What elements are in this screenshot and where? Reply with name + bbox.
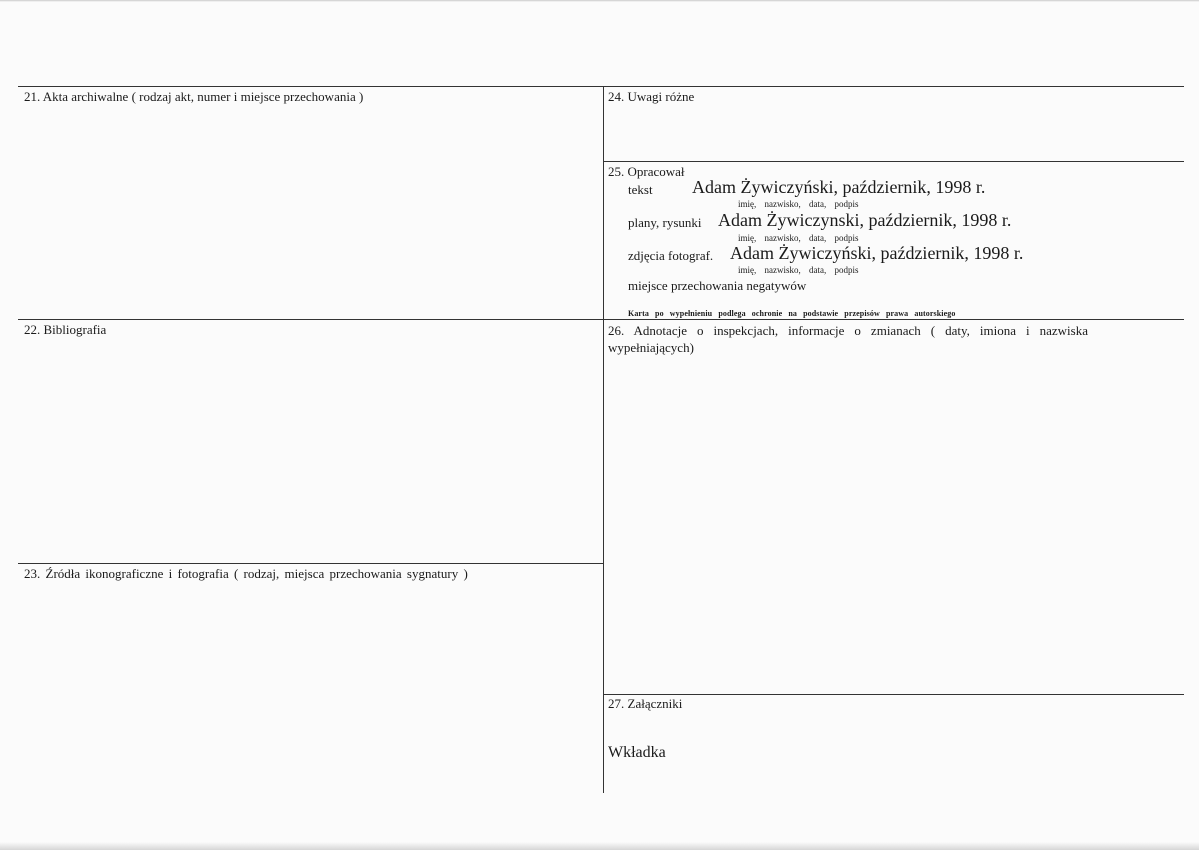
prepared-photos-label: zdjęcia fotograf. [628, 248, 714, 263]
field-26-label: 26. Adnotacje o inspekcjach, informacje o zmianach ( daty, imiona i nazwiska wypełniających) [608, 323, 1088, 355]
field-25-label: 25. Opracował [608, 164, 685, 179]
scan-edge-bottom [0, 842, 1199, 850]
prepared-photos-value: Adam Żywiczyński, październik, 1998 r. [730, 243, 1024, 263]
center-divider [603, 86, 604, 793]
prepared-photos-caption: imię, nazwisko, data, podpis [738, 265, 859, 275]
prepared-plans-value: Adam Żywiczynski, październik, 1998 r. [718, 210, 1012, 230]
field-23-label: 23. Źródła ikonograficzne i fotografia ( rodzaj, miejsca przechowania sygnatury ) [24, 566, 468, 581]
rule-24-25 [603, 161, 1184, 162]
rule-22-23 [18, 563, 603, 564]
field-22-label: 22. Bibliografia [24, 322, 107, 337]
field-27-label: 27. Załączniki [608, 696, 683, 711]
copyright-notice: Karta po wypełnieniu podlega ochronie na podstawie przepisów prawa autorskiego [628, 309, 956, 318]
scan-edge-top [0, 0, 1199, 2]
negatives-storage-label: miejsce przechowania negatywów [628, 278, 807, 293]
prepared-text-value: Adam Żywiczyński, październik, 1998 r. [692, 177, 986, 197]
prepared-text-label: tekst [628, 182, 653, 197]
rule-21-22-25-26 [18, 319, 1184, 320]
field-24-label: 24. Uwagi różne [608, 89, 695, 104]
field-21-label: 21. Akta archiwalne ( rodzaj akt, numer i miejsce przechowania ) [24, 89, 364, 104]
attachment-insert: Wkładka [608, 744, 666, 761]
top-rule [18, 86, 1184, 87]
prepared-text-caption: imię, nazwisko, data, podpis [738, 199, 859, 209]
prepared-plans-caption: imię, nazwisko, data, podpis [738, 233, 859, 243]
prepared-plans-label: plany, rysunki [628, 215, 702, 230]
rule-26-27 [603, 694, 1184, 695]
